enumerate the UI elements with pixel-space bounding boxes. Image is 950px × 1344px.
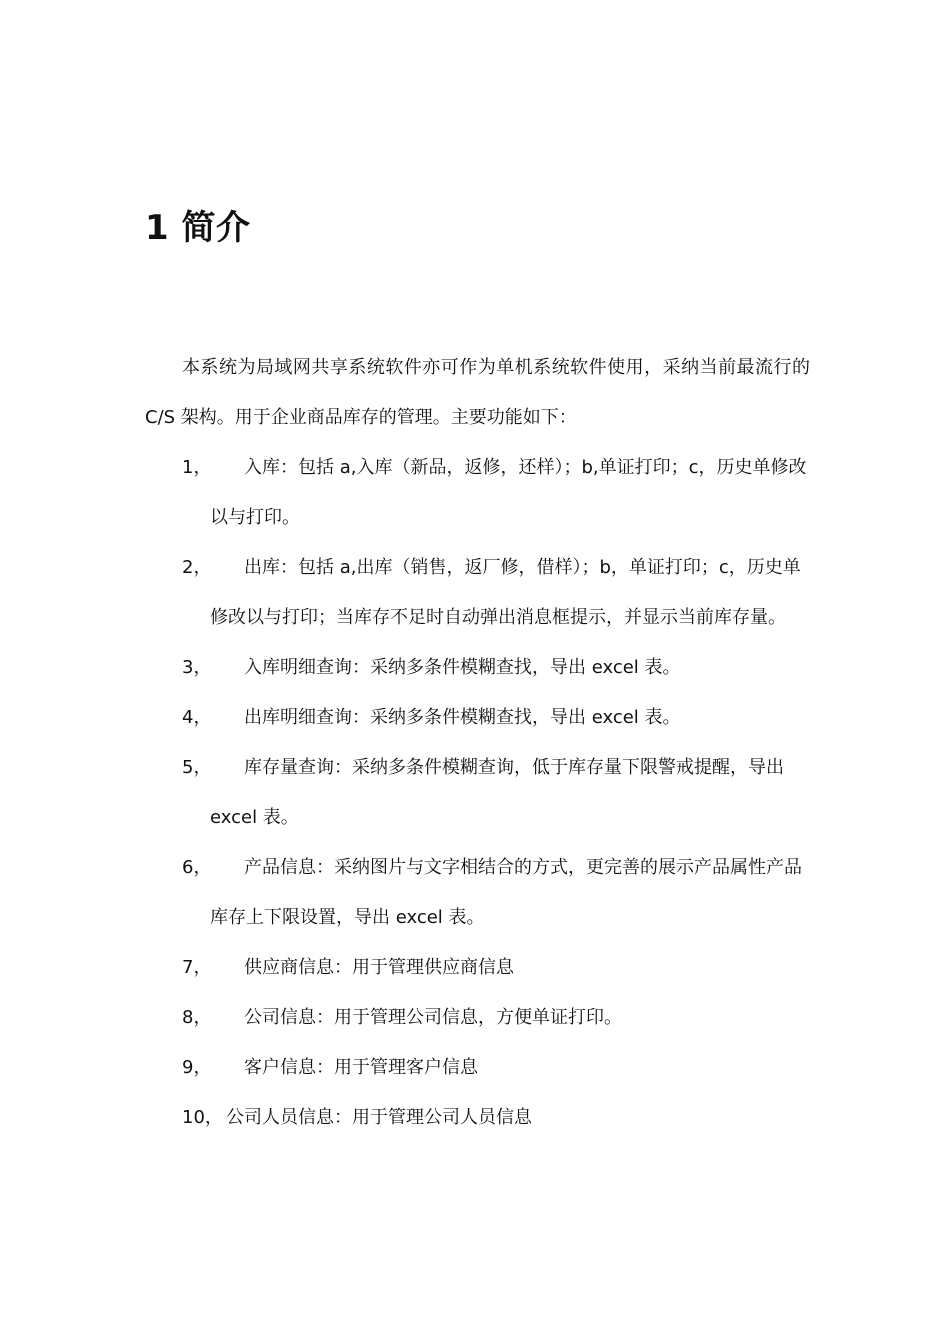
list-item-number: 10， bbox=[182, 1107, 223, 1128]
list-item-text: 入库明细查询：采纳多条件模糊查找，导出 excel 表。 bbox=[244, 657, 681, 678]
list-item-number: 5， bbox=[182, 757, 212, 778]
list-item-number: 3， bbox=[182, 657, 212, 678]
list-item-number: 7， bbox=[182, 957, 212, 978]
list-item-text: 出库：包括 a,出库（销售，返厂修，借样）；b，单证打印；c，历史单修改以与打印；当库存不足时自动弹出消息框提示，并显示当前库存量。 bbox=[210, 557, 801, 628]
list-item-number: 4， bbox=[182, 707, 212, 728]
section-heading: 1 简介 bbox=[145, 208, 251, 248]
list-item-text: 入库：包括 a,入库（新品，返修，还样）；b,单证打印；c，历史单修改以与打印。 bbox=[210, 457, 807, 528]
feature-list bbox=[182, 443, 810, 1143]
list-item bbox=[182, 943, 810, 993]
list-item-text: 供应商信息：用于管理供应商信息 bbox=[244, 957, 514, 978]
list-item bbox=[182, 843, 810, 943]
list-item bbox=[182, 693, 810, 743]
list-item bbox=[182, 743, 810, 843]
list-item-text: 公司人员信息：用于管理公司人员信息 bbox=[226, 1107, 532, 1128]
intro-paragraph: 本系统为局域网共享系统软件亦可作为单机系统软件使用，采纳当前最流行的 C/S 架构。用于企业商品库存的管理。主要功能如下： bbox=[145, 357, 810, 428]
list-item bbox=[182, 1043, 810, 1093]
list-item-number: 9， bbox=[182, 1057, 212, 1078]
list-item-text: 产品信息：采纳图片与文字相结合的方式，更完善的展示产品属性产品库存上下限设置，导出 excel 表。 bbox=[210, 857, 802, 928]
list-item-number: 8， bbox=[182, 1007, 212, 1028]
list-item-text: 客户信息：用于管理客户信息 bbox=[244, 1057, 478, 1078]
list-item bbox=[182, 643, 810, 693]
list-item bbox=[182, 1093, 810, 1143]
list-item-number: 6， bbox=[182, 857, 212, 878]
list-item-text: 公司信息：用于管理公司信息，方便单证打印。 bbox=[244, 1007, 622, 1028]
list-item-text: 库存量查询：采纳多条件模糊查询，低于库存量下限警戒提醒，导出 excel 表。 bbox=[210, 757, 784, 828]
list-item bbox=[182, 543, 810, 643]
list-item-number: 2， bbox=[182, 557, 212, 578]
list-item bbox=[182, 443, 810, 543]
list-item bbox=[182, 993, 810, 1043]
list-item-number: 1， bbox=[182, 457, 212, 478]
list-item-text: 出库明细查询：采纳多条件模糊查找，导出 excel 表。 bbox=[244, 707, 681, 728]
